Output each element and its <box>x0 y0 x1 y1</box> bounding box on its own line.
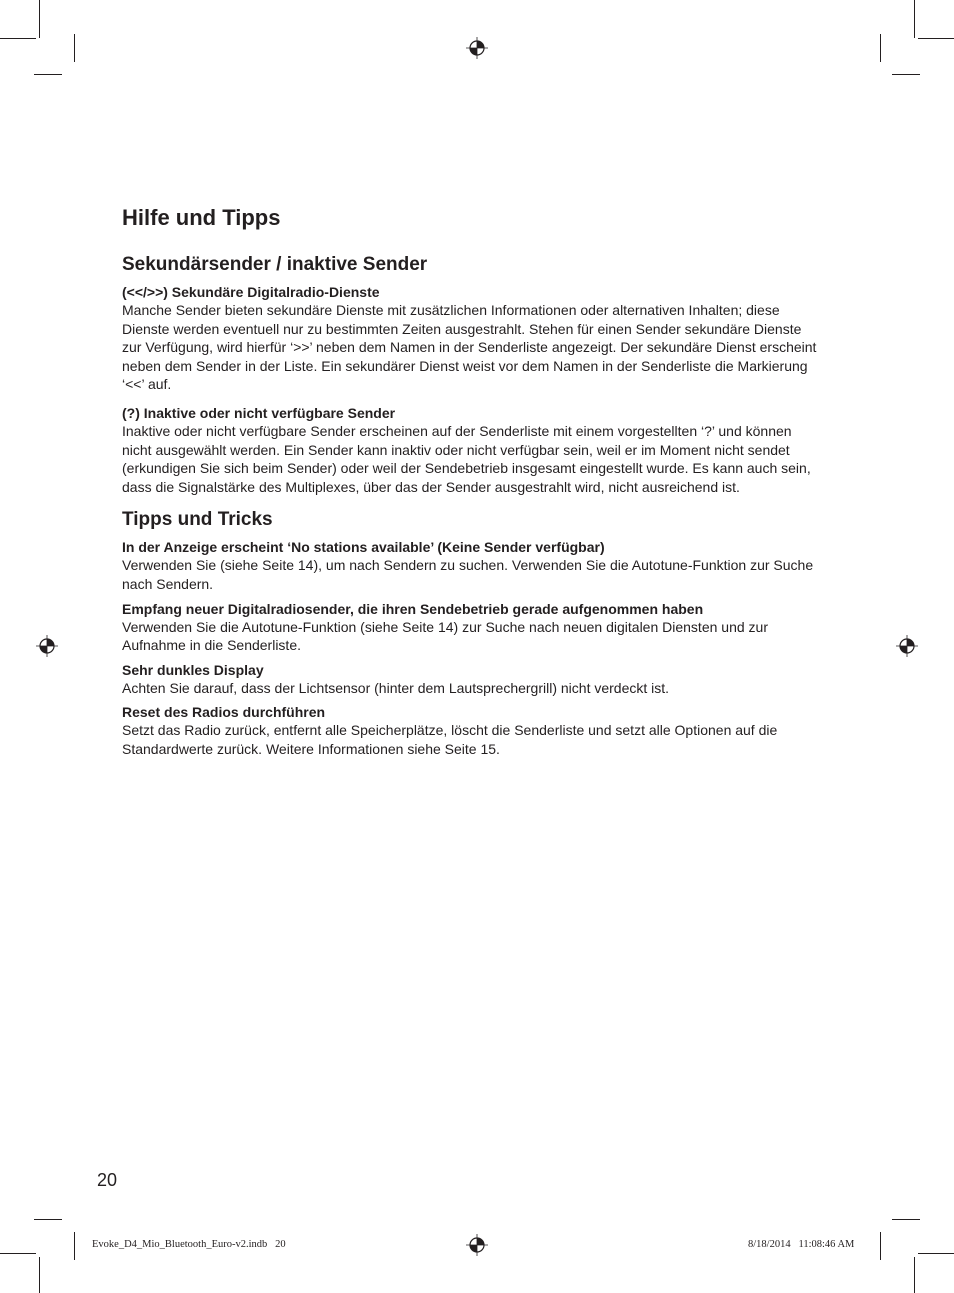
registration-mark-icon <box>466 1234 488 1256</box>
section-heading: Tipps und Tricks <box>122 509 273 531</box>
help-item <box>122 538 822 593</box>
help-item-heading: (?) Inaktive oder nicht verfügbare Sender <box>122 404 396 421</box>
crop-mark <box>880 1232 881 1260</box>
help-item <box>122 283 822 394</box>
registration-mark-icon <box>466 37 488 59</box>
help-item <box>122 661 822 698</box>
crop-mark <box>914 0 915 38</box>
crop-mark <box>0 38 36 39</box>
help-item-text: Verwenden Sie die Autotune-Funktion (siehe Seite 14) zur Suche nach neuen digitalen Diensten und zur Aufnahme in die Senderliste. <box>122 618 768 654</box>
help-item-text: Achten Sie darauf, dass der Lichtsensor (hinter dem Lautsprechergrill) nicht verdeckt ist. <box>122 679 670 696</box>
page-number: 20 <box>97 1170 118 1190</box>
help-item-text: Manche Sender bieten sekundäre Dienste mit zusätzlichen Informationen oder alternativen Inhalten; diese Dienste werden eventuell nur zu bestimmten Zeiten ausgestrahlt. Stehen für einen Sender sekundäre Dienste zur Verfügung, wird hierfür ‘>>’ neben dem Namen in der Senderliste angezeigt. Der sekundäre Dienst erscheint neben dem Sender in der Liste. Ein sekundärer Dienst weist vor dem Namen in der Senderliste die Markierung ‘<<’ auf. <box>122 302 817 393</box>
page-title: Hilfe und Tipps <box>122 205 281 230</box>
help-item-text: Inaktive oder nicht verfügbare Sender erscheinen auf der Senderliste mit einem vorgestellten ‘?’ und können nicht ausgewählt werden. Ein Sender kann inaktiv oder nicht verfügbar sein, weil er im Moment nicht sendet (erkundigen Sie sich beim Sender) oder weil der Sendebetrieb insgesamt eingestellt wurde. Es kann auch sein, dass die Signalstärke des Multiplexes, über das der Sender ausgestrahlt wird, nicht ausreichend ist. <box>122 422 811 495</box>
help-item-heading: Reset des Radios durchführen <box>122 704 326 721</box>
section-tips-and-tricks <box>122 508 822 758</box>
help-item-text: Verwenden Sie (siehe Seite 14), um nach Sendern zu suchen. Verwenden Sie die Autotune-Funktion zur Suche nach Sendern. <box>122 557 814 592</box>
crop-mark <box>34 74 62 75</box>
crop-mark <box>918 38 954 39</box>
help-item-heading: Sehr dunkles Display <box>122 661 264 678</box>
section-secondary-stations <box>122 253 822 496</box>
footer-timestamp: 8/18/2014 11:08:46 AM <box>748 1239 855 1250</box>
help-item <box>122 703 822 758</box>
registration-mark-icon <box>896 635 918 657</box>
footer-file-slug: Evoke_D4_Mio_Bluetooth_Euro-v2.indb 20 <box>92 1239 286 1250</box>
help-item-heading: Empfang neuer Digitalradiosender, die ihren Sendebetrieb gerade aufgenommen haben <box>122 600 704 617</box>
help-item-text: Setzt das Radio zurück, entfernt alle Speicherplätze, löscht die Senderliste und setzt alle Optionen auf die Standardwerte zurück. Weitere Informationen siehe Seite 15. <box>122 722 778 757</box>
crop-mark <box>892 1219 920 1220</box>
crop-mark <box>34 1219 62 1220</box>
page-content <box>122 203 822 771</box>
crop-mark <box>0 1253 36 1254</box>
help-item-heading: In der Anzeige erscheint ‘No stations available’ (Keine Sender verfügbar) <box>122 539 605 556</box>
crop-mark <box>39 1257 40 1293</box>
crop-mark <box>74 34 75 62</box>
crop-mark <box>74 1232 75 1260</box>
crop-mark <box>39 0 40 38</box>
help-item-heading: (<</>>) Sekundäre Digitalradio-Dienste <box>122 284 380 300</box>
crop-mark <box>918 1253 954 1254</box>
help-item <box>122 600 822 655</box>
help-item <box>122 404 822 496</box>
crop-mark <box>892 74 920 75</box>
crop-mark <box>880 34 881 62</box>
registration-mark-icon <box>36 635 58 657</box>
crop-mark <box>914 1257 915 1293</box>
section-heading: Sekundärsender / inaktive Sender <box>122 254 428 275</box>
